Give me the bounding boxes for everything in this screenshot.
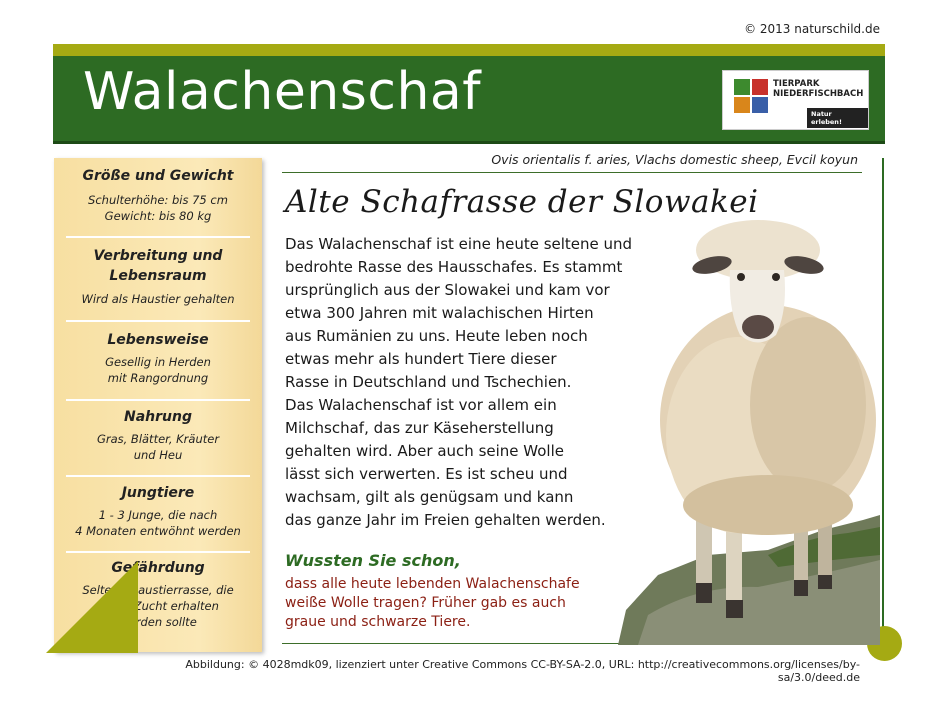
fact-heading: Lebensweise (107, 332, 209, 348)
did-you-know-heading: Wussten Sie schon, (285, 551, 461, 570)
divider (66, 475, 250, 477)
divider (66, 320, 250, 322)
fact-size-weight (54, 166, 262, 224)
fact-body: Wird als Haustier gehalten (81, 291, 235, 306)
description-text: Das Walachenschaf ist eine heute seltene und bedrohte Rasse des Hausschafes. Es stammt ursprünglich aus der Slowakei und kam vor etwa 300 Jahren mit walachischen Hirten aus Rumänien zu uns. Heute leben noch etwas mehr als hundert Tiere dieser Rasse in Deutschland und Tschechien. Das Walachenschaf ist vor allem ein Milchschaf, das zur Käseherstellung gehalten wird. Aber auch seine Wolle lässt sich verwerten. Es ist scheu und wachsam, gilt als genügsam und kann das ganze Jahr im Freien gehalten werden. (285, 235, 633, 529)
fact-heading: Nahrung (124, 409, 192, 425)
fact-heading: Größe und Gewicht (82, 168, 234, 184)
right-border (882, 158, 884, 628)
fact-body: Schulterhöhe: bis 75 cm Gewicht: bis 80 kg (88, 193, 228, 224)
fact-body: Seltene Haustierrasse, die durch Zucht erhalten werden sollte (82, 583, 234, 630)
divider (66, 551, 250, 553)
fact-heading: Jungtiere (121, 485, 195, 501)
did-you-know-text: dass alle heute lebenden Walachenschafe weiße Wolle tragen? Früher gab es auch graue und schwarze Tiere. (285, 576, 580, 630)
fact-young (54, 483, 262, 539)
corner-triangle-decoration (46, 561, 138, 653)
logo-tile-green (734, 79, 750, 95)
fact-heading: Verbreitung und Lebensraum (93, 248, 223, 285)
fact-heading: Gefährdung (111, 560, 205, 576)
logo-tile-blue (752, 97, 768, 113)
species-names: Ovis orientalis f. aries, Vlachs domestic sheep, Evcil koyun (491, 152, 858, 167)
fact-body: 1 - 3 Junge, die nach 4 Monaten entwöhnt werden (75, 508, 241, 539)
copyright-notice: © 2013 naturschild.de (744, 22, 880, 36)
logo-name: TIERPARK NIEDERFISCHBACH (773, 79, 864, 99)
page-title: Walachenschaf (83, 62, 482, 122)
fact-lifestyle (54, 330, 262, 386)
fact-body: Gesellig in Herden mit Rangordnung (105, 355, 211, 386)
headline: Alte Schafrasse der Slowakei (285, 184, 759, 220)
logo-tagline: Natur erleben! (807, 108, 868, 128)
logo-tile-orange (734, 97, 750, 113)
sheep-photo (618, 215, 880, 645)
fact-distribution (54, 246, 262, 307)
fact-food (54, 407, 262, 463)
divider (66, 399, 250, 401)
header-divider (282, 172, 862, 173)
logo-tile-red (752, 79, 768, 95)
tierpark-logo (722, 70, 869, 130)
divider (66, 236, 250, 238)
fact-body: Gras, Blätter, Kräuter und Heu (96, 432, 220, 463)
image-credit: Abbildung: © 4028mdk09, lizenziert unter Creative Commons CC-BY-SA-2.0, URL: http://creativecommons.org/licenses/by-sa/3.0/deed.de (185, 658, 860, 684)
